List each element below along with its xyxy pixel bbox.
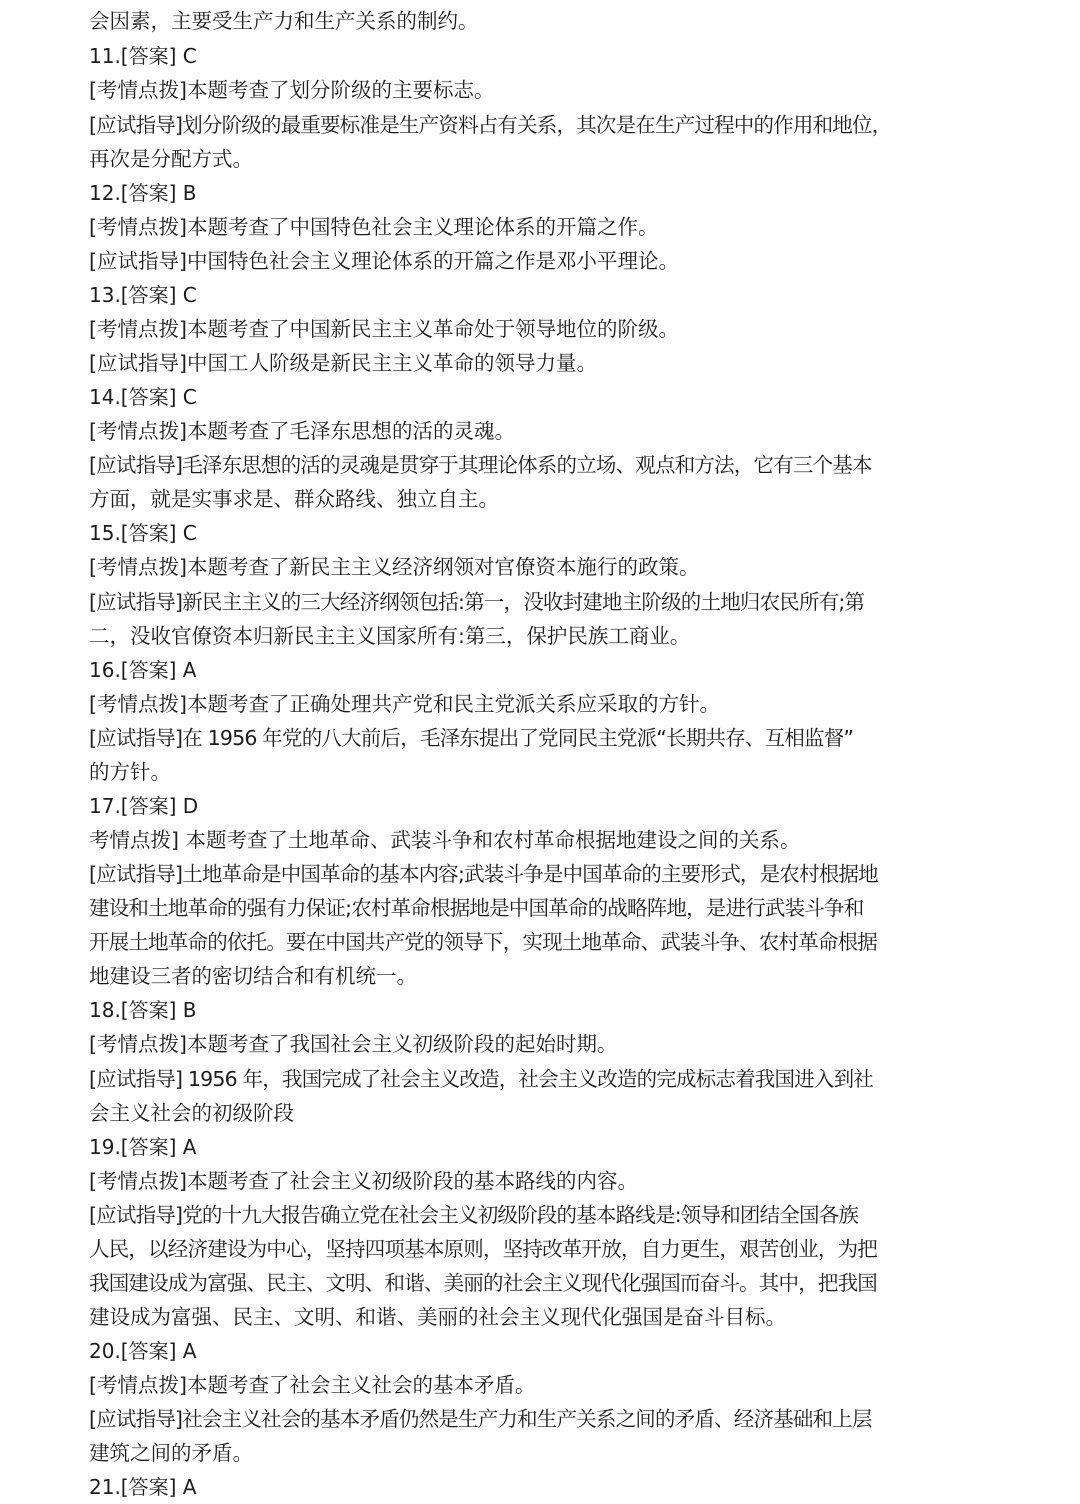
- answer-heading: 16.[答案] A: [89, 658, 197, 682]
- text-line: [应试指导]土地革命是中国革命的基本内容;武装斗争是中国革命的主要形式，是农村根据地: [89, 862, 878, 886]
- answer-heading: 19.[答案] A: [89, 1135, 197, 1159]
- text-line: 地建设三者的密切结合和有机统一。: [89, 964, 417, 988]
- answer-heading: 12.[答案] B: [89, 181, 197, 205]
- text-line: 二，没收官僚资本归新民主主义国家所有:第三，保护民族工商业。: [89, 624, 691, 648]
- text-line: 人民，以经济建设为中心，坚持四项基本原则，坚持改革开放，自力更生，艰苦创业，为把: [89, 1237, 877, 1261]
- text-line: [考情点拨]本题考查了我国社会主义初级阶段的起始时期。: [89, 1032, 618, 1056]
- text-line: [应试指导]党的十九大报告确立党在社会主义初级阶段的基本路线是:领导和团结全国各族: [89, 1203, 859, 1227]
- text-line: [应试指导]在 1956 年党的八大前后，毛泽东提出了党同民主党派“长期共存、互相监督”: [89, 726, 854, 750]
- answer-heading: 21.[答案] A: [89, 1475, 197, 1499]
- text-line: 会主义社会的初级阶段: [89, 1101, 294, 1125]
- text-line: [考情点拨]本题考查了社会主义社会的基本矛盾。: [89, 1373, 536, 1397]
- text-line: [应试指导]中国工人阶级是新民主主义革命的领导力量。: [89, 351, 597, 375]
- text-line: 建筑之间的矛盾。: [89, 1441, 253, 1465]
- answer-heading: 15.[答案] C: [89, 521, 197, 545]
- text-line: [考情点拨]本题考查了划分阶级的主要标志。: [89, 78, 495, 102]
- text-line: 开展土地革命的依托。要在中国共产党的领导下，实现土地革命、武装斗争、农村革命根据: [89, 930, 877, 954]
- text-line: 建设和土地革命的强有力保证;农村革命根据地是中国革命的战略阵地，是进行武装斗争和: [89, 896, 864, 920]
- answer-heading: 11.[答案] C: [89, 44, 197, 68]
- text-line: [应试指导]中国特色社会主义理论体系的开篇之作是邓小平理论。: [89, 249, 679, 273]
- answer-heading: 18.[答案] B: [89, 998, 197, 1022]
- answer-heading: 17.[答案] D: [89, 794, 199, 818]
- text-line: [应试指导]毛泽东思想的活的灵魂是贯穿于其理论体系的立场、观点和方法，它有三个基本: [89, 453, 872, 477]
- answer-heading: 20.[答案] A: [89, 1339, 197, 1363]
- text-line: [应试指导] 1956 年，我国完成了社会主义改造，社会主义改造的完成标志着我国进入到社: [89, 1067, 873, 1091]
- text-line: [考情点拨]本题考查了毛泽东思想的活的灵魂。: [89, 419, 515, 443]
- text-line: [考情点拨]本题考查了新民主主义经济纲领对官僚资本施行的政策。: [89, 555, 700, 579]
- text-line: [考情点拨]本题考查了社会主义初级阶段的基本路线的内容。: [89, 1169, 638, 1193]
- text-line: [考情点拨]本题考查了中国特色社会主义理论体系的开篇之作。: [89, 215, 659, 239]
- text-line: 方面，就是实事求是、群众路线、独立自主。: [89, 487, 499, 511]
- text-line: [应试指导]社会主义社会的基本矛盾仍然是生产力和生产关系之间的矛盾、经济基础和上层: [89, 1407, 872, 1431]
- answer-heading: 14.[答案] C: [89, 385, 197, 409]
- text-line: [应试指导]新民主主义的三大经济纲领包括:第一，没收封建地主阶级的土地归农民所有;第: [89, 590, 865, 614]
- text-line: 会因素，主要受生产力和生产关系的制约。: [89, 9, 479, 33]
- text-line: [考情点拨]本题考查了中国新民主主义革命处于领导地位的阶级。: [89, 317, 679, 341]
- text-line: 再次是分配方式。: [89, 147, 253, 171]
- text-line: 我国建设成为富强、民主、文明、和谐、美丽的社会主义现代化强国而奋斗。其中，把我国: [89, 1271, 877, 1295]
- text-line: [应试指导]划分阶级的最重要标准是生产资料占有关系，其次是在生产过程中的作用和地位，: [89, 113, 892, 137]
- text-line: 的方针。: [89, 760, 171, 784]
- text-line: 建设成为富强、民主、文明、和谐、美丽的社会主义现代化强国是奋斗目标。: [89, 1305, 786, 1329]
- text-line: 考情点拨] 本题考查了土地革命、武装斗争和农村革命根据地建设之间的关系。: [89, 828, 801, 852]
- answer-heading: 13.[答案] C: [89, 283, 197, 307]
- text-line: [考情点拨]本题考查了正确处理共产党和民主党派关系应采取的方针。: [89, 692, 720, 716]
